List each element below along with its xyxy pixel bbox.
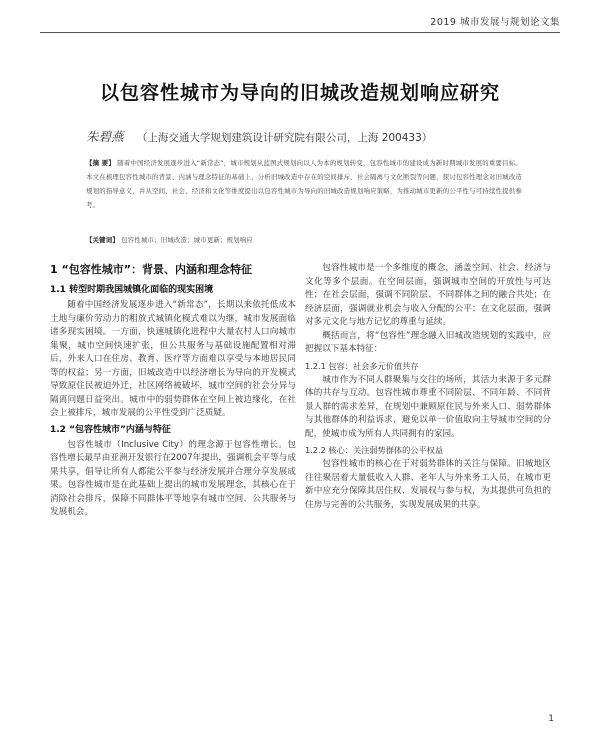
paragraph: 包容性城市的核心在于对弱势群体的关注与保障。旧城地区往往聚居着大量低收入人群、老年人与外来务工人员，在城市更新中应充分保障其居住权、发展权与参与权，为其提供可负担的住房与完善的公共服务，实现发展成果的共享。 — [305, 459, 551, 510]
keywords-label: 【关键词】 — [86, 236, 119, 244]
header-rule — [40, 32, 560, 33]
keywords — [86, 235, 522, 244]
abstract-text: 随着中国经济发展逐步进入“新常态”，城市规划从蓝图式规划向以人为本的规划转变，包容性城市的建设成为新时期城市发展的重要目标。本文在梳理包容性城市的背景、内涵与理念特征的基础上，分析旧城改造中存在的空间排斥、社会隔离与文化断裂等问题，探讨包容性理念对旧城改造规划的指导意义，并从空间、社会、经济和文化等维度提出以包容性城市为导向的旧城改造规划响应策略，为推动城市更新的公平性与可持续性提供参考。 — [86, 159, 522, 209]
left-column — [50, 262, 296, 520]
paragraph: 城市作为不同人群聚集与交往的场所，其活力来源于多元群体的共存与互动。包容性城市尊重不同阶层、不同年龄、不同背景人群的需求差异，在规划中兼顾原住民与外来人口、弱势群体与其他群体的利益诉求，避免以单一价值取向主导城市空间的分配，使城市成为所有人共同拥有的家园。 — [305, 374, 551, 439]
paragraph: 包容性城市（Inclusive City）的理念源于包容性增长。包容性增长最早由亚洲开发银行在2007年提出，强调机会平等与成果共享，倡导让所有人都能公平参与经济发展并合理分享发展成果。包容性城市是在此基础上提出的城市发展理念，其核心在于消除社会排斥，保障不同群体平等地享有城市空间、公共服务与发展机会。 — [50, 439, 296, 517]
paragraph: 包容性城市是一个多维度的概念，涵盖空间、社会、经济与文化等多个层面。在空间层面，强调城市空间的开放性与可达性；在社会层面，强调不同阶层、不同群体之间的融合共处；在经济层面，强调就业机会与收入分配的公平；在文化层面，强调对多元文化与地方记忆的尊重与延续。 — [305, 263, 551, 327]
author-line — [86, 127, 432, 145]
paragraph: 随着中国经济发展逐步进入“新常态”，长期以来依托低成本土地与廉价劳动力的粗放式城镇化模式难以为继，城市发展面临诸多现实困境。一方面，快速城镇化进程中大量农村人口向城市集聚，城市空间快速扩张，但公共服务与基础设施配置相对滞后，外来人口在住房、教育、医疗等方面难以享受与本地居民同等的权益；另一方面，旧城改造中以经济增长为导向的开发模式导致原住民被迫外迁，社区网络被破坏，城市空间的社会分异与隔离问题日益突出。城市中的弱势群体在空间上被边缘化，在社会上被排斥，城市发展的公平性受到广泛质疑。 — [50, 300, 296, 418]
subsection-1-1-heading: 1.1 转型时期我国城镇化面临的现实困境 — [50, 285, 214, 295]
running-head: 2019 城市发展与规划论文集 — [430, 17, 560, 28]
subsection-1-2-heading: 1.2 “包容性城市”内涵与特征 — [50, 424, 171, 435]
subsection-1-2-2-heading: 1.2.2 核心：关注弱势群体的公平权益 — [305, 445, 444, 455]
right-column — [305, 262, 551, 512]
keywords-text: 包容性城市；旧城改造；城市更新；规划响应 — [121, 236, 253, 244]
section-1-heading: 1 “包容性城市”：背景、内涵和理念特征 — [50, 263, 252, 276]
paragraph: 概括而言，将“包容性”理念融入旧城改造规划的实践中，应把握以下基本特征： — [305, 330, 551, 354]
subsection-1-2-1-heading: 1.2.1 包容：社会多元价值共存 — [305, 360, 419, 371]
author-name: 朱碧燕 — [86, 129, 124, 144]
article-title: 以包容性城市为导向的旧城改造规划响应研究 — [99, 82, 500, 104]
author-affiliation: （上海交通大学规划建筑设计研究院有限公司，上海 200433） — [136, 132, 433, 144]
page-number: 1 — [548, 714, 554, 724]
abstract — [86, 157, 522, 213]
abstract-label: 【摘 要】 — [86, 159, 115, 167]
